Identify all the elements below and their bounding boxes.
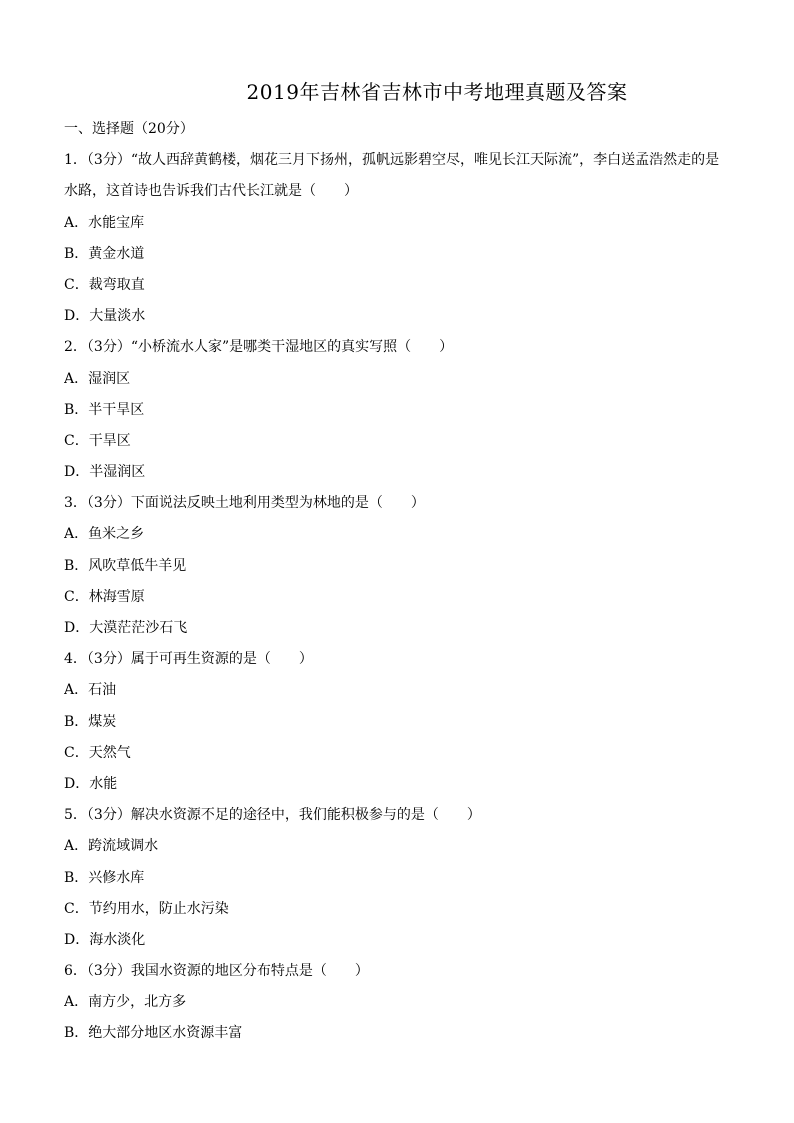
- answer-option: C．裁弯取直: [64, 276, 145, 293]
- answer-option: B．黄金水道: [64, 245, 145, 262]
- page-title: 2019年吉林省吉林市中考地理真题及答案: [246, 80, 628, 104]
- question-stem-line: 5．（3分）解决水资源不足的途径中，我们能积极参与的是（ ）: [64, 807, 481, 824]
- question-stem-line: 水路，这首诗也告诉我们古代长江就是（ ）: [64, 183, 358, 200]
- question-stem-line: 2．（3分）“小桥流水人家”是哪类干湿地区的真实写照（ ）: [64, 339, 454, 356]
- answer-option: C．节约用水，防止水污染: [64, 900, 229, 917]
- answer-option: C．天然气: [64, 744, 131, 761]
- section-heading: 一、选择题（20分）: [64, 121, 194, 137]
- answer-option: B．半干旱区: [64, 401, 145, 418]
- answer-option: D．大漠茫茫沙石飞: [64, 620, 188, 636]
- answer-option: D．大量淡水: [64, 308, 146, 325]
- answer-option: A．跨流域调水: [64, 838, 159, 855]
- answer-option: D．水能: [64, 775, 118, 792]
- answer-option: C．林海雪原: [64, 588, 145, 605]
- answer-option: A．水能宝库: [64, 214, 145, 231]
- answer-option: B．兴修水库: [64, 869, 145, 886]
- question-stem-line: 4．（3分）属于可再生资源的是（ ）: [64, 651, 313, 668]
- answer-option: A．南方少，北方多: [64, 994, 187, 1011]
- answer-option: A．石油: [64, 682, 117, 699]
- answer-option: A．湿润区: [64, 370, 131, 387]
- answer-option: B．煤炭: [64, 713, 117, 730]
- answer-option: D．半湿润区: [64, 464, 146, 481]
- answer-option: D．海水淡化: [64, 931, 146, 948]
- answer-option: B．绝大部分地区水资源丰富: [64, 1025, 243, 1042]
- question-list: [64, 114, 736, 1050]
- question-stem-line: 3．（3分）下面说法反映土地利用类型为林地的是（ ）: [64, 495, 425, 512]
- answer-option: C．干旱区: [64, 432, 131, 449]
- answer-option: B．风吹草低牛羊见: [64, 557, 187, 574]
- question-stem-line: 1．（3分）“故人西辞黄鹤楼，烟花三月下扬州，孤帆远影碧空尽，唯见长江天际流”，李白送孟浩然走的是: [64, 152, 720, 169]
- answer-option: A．鱼米之乡: [64, 526, 145, 543]
- question-stem-line: 6．（3分）我国水资源的地区分布特点是（ ）: [64, 963, 369, 980]
